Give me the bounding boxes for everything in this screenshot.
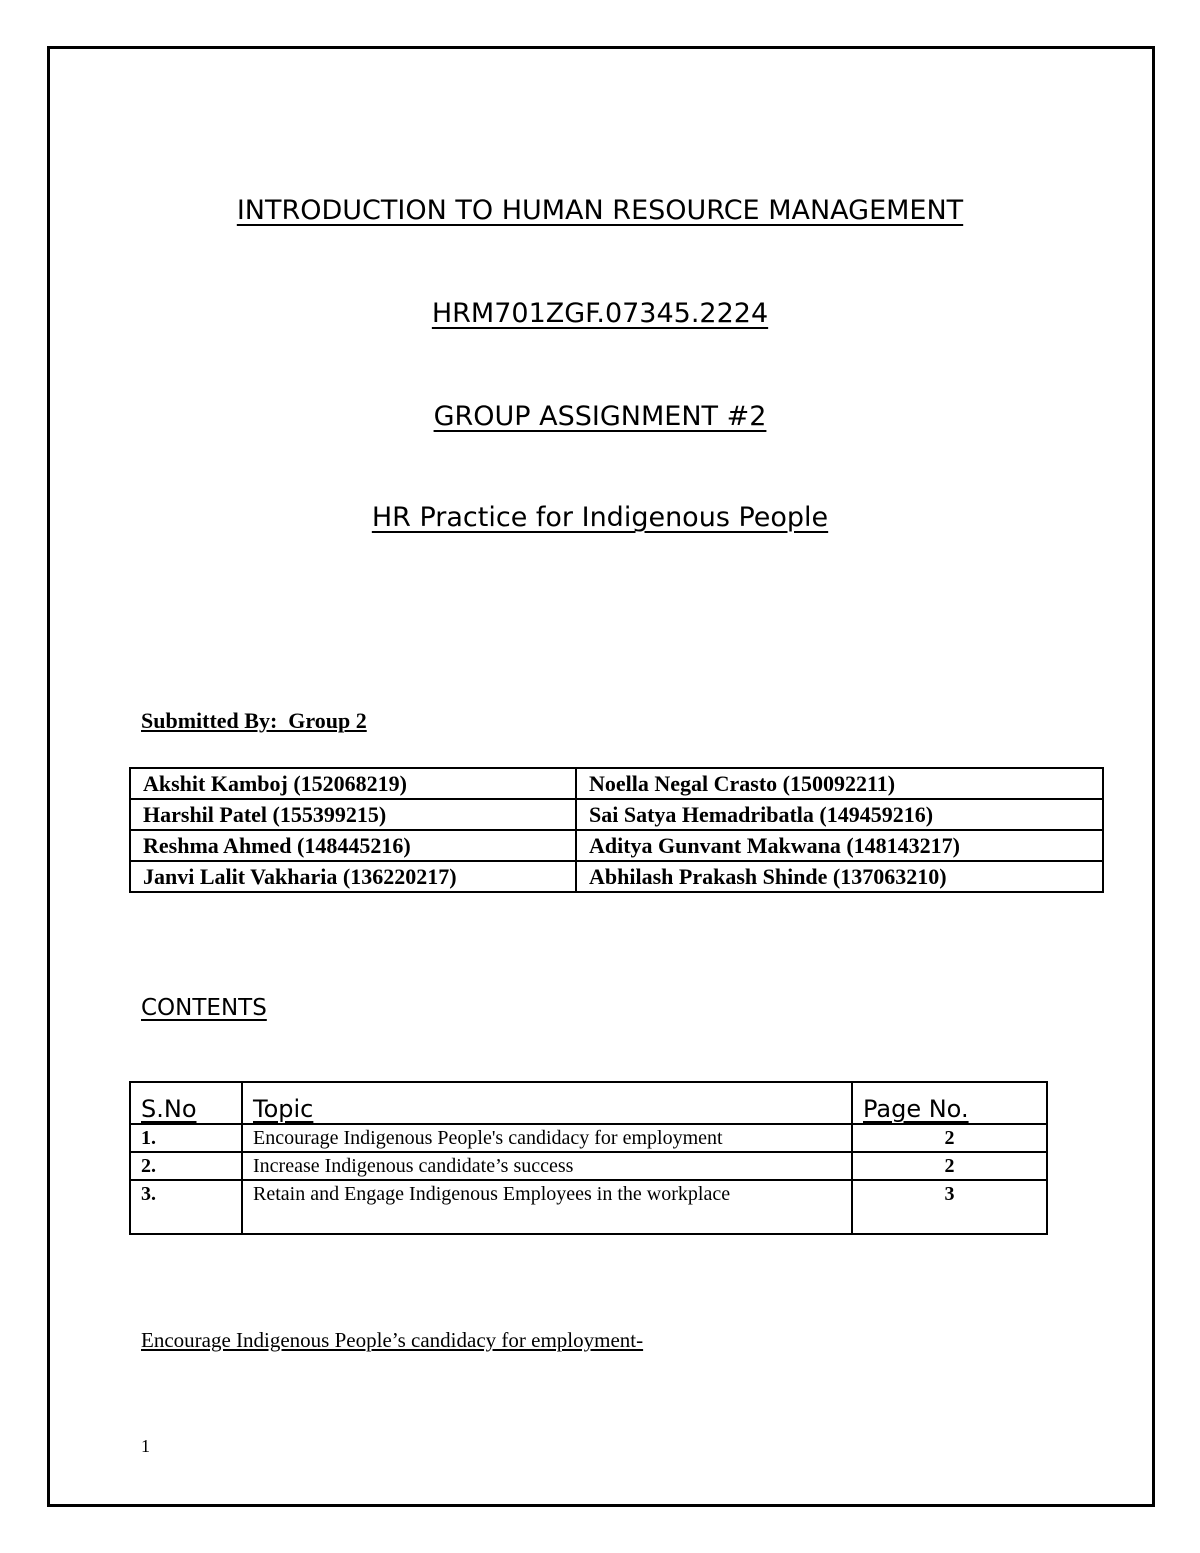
members-table [129, 767, 1104, 893]
column-header-topic: Topic [242, 1082, 852, 1124]
table-row [130, 861, 1103, 892]
table-row [130, 768, 1103, 799]
member-name: Janvi Lalit Vakharia (136220217) [130, 861, 576, 892]
table-row [130, 799, 1103, 830]
column-header-page: Page No. [852, 1082, 1047, 1124]
table-row [130, 1152, 1047, 1180]
table-row [130, 1124, 1047, 1152]
row-topic: Retain and Engage Indigenous Employees in the workplace [242, 1180, 852, 1234]
row-page: 2 [852, 1124, 1047, 1152]
contents-table [129, 1081, 1048, 1235]
row-sno: 2. [130, 1152, 242, 1180]
member-name: Sai Satya Hemadribatla (149459216) [576, 799, 1103, 830]
section-heading: Encourage Indigenous People’s candidacy for employment- [141, 1328, 644, 1352]
row-topic: Encourage Indigenous People's candidacy for employment [242, 1124, 852, 1152]
contents-heading: CONTENTS [141, 995, 267, 1021]
column-header-sno: S.No [130, 1082, 242, 1124]
course-code: HRM701ZGF.07345.2224 [431, 298, 769, 329]
table-row [130, 1180, 1047, 1234]
table-header-row [130, 1082, 1047, 1124]
assignment-title: GROUP ASSIGNMENT #2 [433, 401, 767, 432]
member-name: Noella Negal Crasto (150092211) [576, 768, 1103, 799]
course-title: INTRODUCTION TO HUMAN RESOURCE MANAGEMENT [236, 195, 964, 226]
row-page: 2 [852, 1152, 1047, 1180]
member-name: Abhilash Prakash Shinde (137063210) [576, 861, 1103, 892]
row-sno: 1. [130, 1124, 242, 1152]
member-name: Reshma Ahmed (148445216) [130, 830, 576, 861]
table-row [130, 830, 1103, 861]
row-sno: 3. [130, 1180, 242, 1234]
row-page: 3 [852, 1180, 1047, 1234]
page-number: 1 [141, 1436, 150, 1456]
assignment-topic: HR Practice for Indigenous People [371, 502, 829, 533]
member-name: Aditya Gunvant Makwana (148143217) [576, 830, 1103, 861]
member-name: Akshit Kamboj (152068219) [130, 768, 576, 799]
row-topic: Increase Indigenous candidate’s success [242, 1152, 852, 1180]
submitted-by: Submitted By: Group 2 [141, 708, 367, 733]
member-name: Harshil Patel (155399215) [130, 799, 576, 830]
